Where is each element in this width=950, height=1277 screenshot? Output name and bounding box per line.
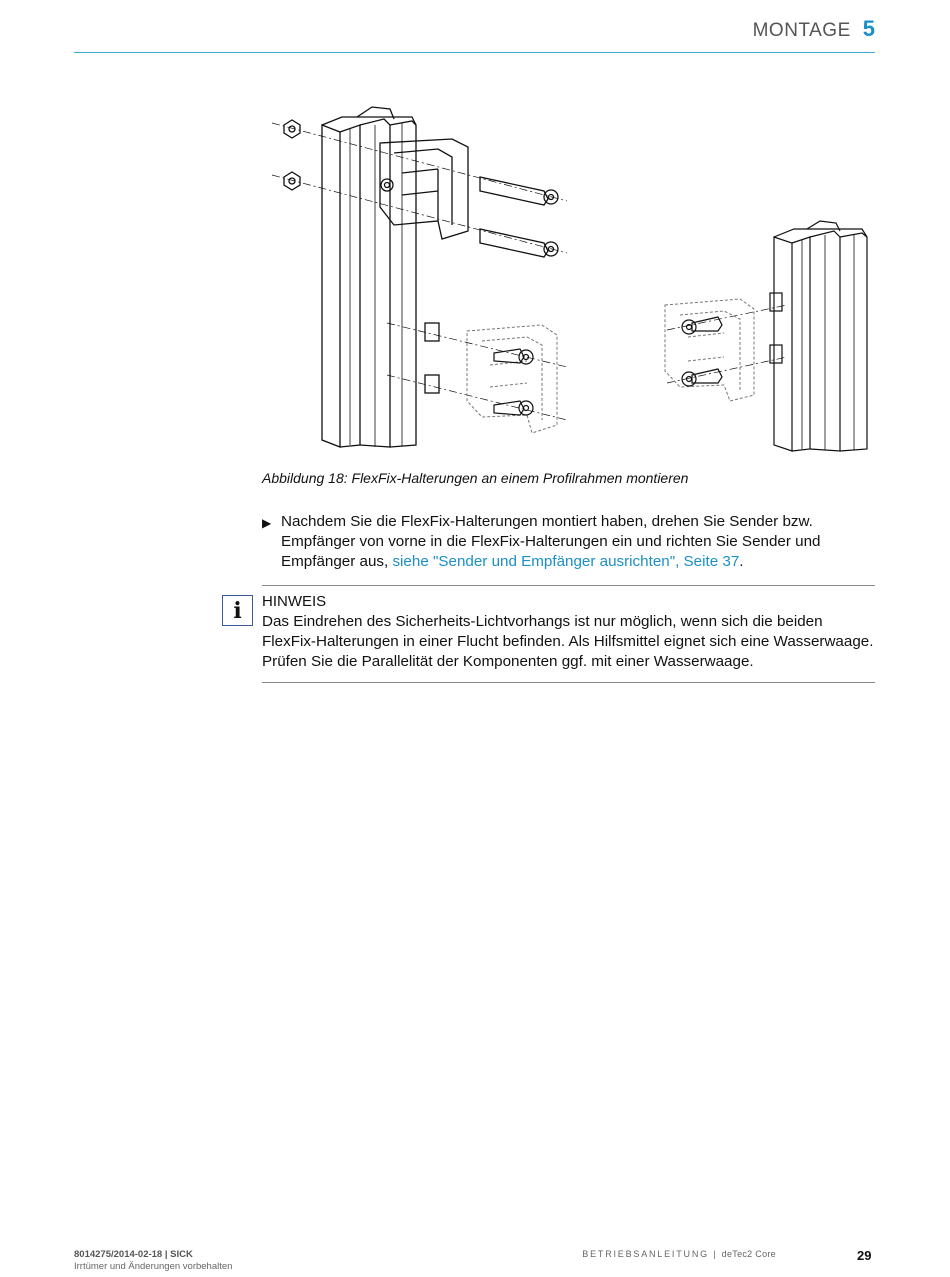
step-body: Nachdem Sie die FlexFix-Halterungen montiert haben, drehen Sie Sender bzw. Empfänger von vorne in die FlexFix-Halterungen ein und richten Sie Sender und Empfänger aus, bbox=[281, 513, 821, 570]
notice-title: HINWEIS bbox=[262, 593, 327, 610]
notice-box bbox=[262, 585, 875, 683]
chapter-number: 5 bbox=[862, 16, 875, 41]
footer-doc-type: BETRIEBSANLEITUNG | bbox=[582, 1249, 722, 1259]
profile-frame-drawing bbox=[262, 95, 875, 460]
notice-body: Das Eindrehen des Sicherheits-Lichtvorhangs ist nur möglich, wenn sich die beiden FlexFix-Halterungen in einer Flucht befinden. Als Hilfsmittel eignet sich eine Wasserwaage. Prüfen Sie die Parallelität der Komponenten ggf. mit einer Wasserwaage. bbox=[262, 613, 874, 670]
chapter-title: MONTAGE bbox=[752, 20, 851, 41]
page-number: 29 bbox=[857, 1248, 872, 1263]
triangle-bullet-icon: ▶ bbox=[262, 516, 272, 530]
step-end: . bbox=[739, 553, 744, 570]
footer-doc-id: 8014275/2014-02-18 | SICK bbox=[74, 1249, 193, 1260]
footer-right bbox=[582, 1249, 776, 1259]
footer-disclaimer: Irrtümer und Änderungen vorbehalten bbox=[74, 1261, 233, 1272]
footer-product: deTec2 Core bbox=[721, 1249, 776, 1259]
figure-caption: Abbildung 18: FlexFix-Halterungen an einem Profilrahmen montieren bbox=[262, 470, 689, 486]
cross-reference-link[interactable]: siehe "Sender und Empfänger ausrichten", Seite 37 bbox=[392, 553, 740, 570]
page-header bbox=[74, 0, 875, 53]
footer-left bbox=[74, 1249, 232, 1273]
step-text bbox=[281, 512, 875, 572]
info-icon: i bbox=[222, 595, 253, 626]
instruction-step bbox=[262, 512, 875, 572]
mounting-illustration bbox=[262, 95, 875, 460]
chapter-heading bbox=[753, 16, 875, 42]
